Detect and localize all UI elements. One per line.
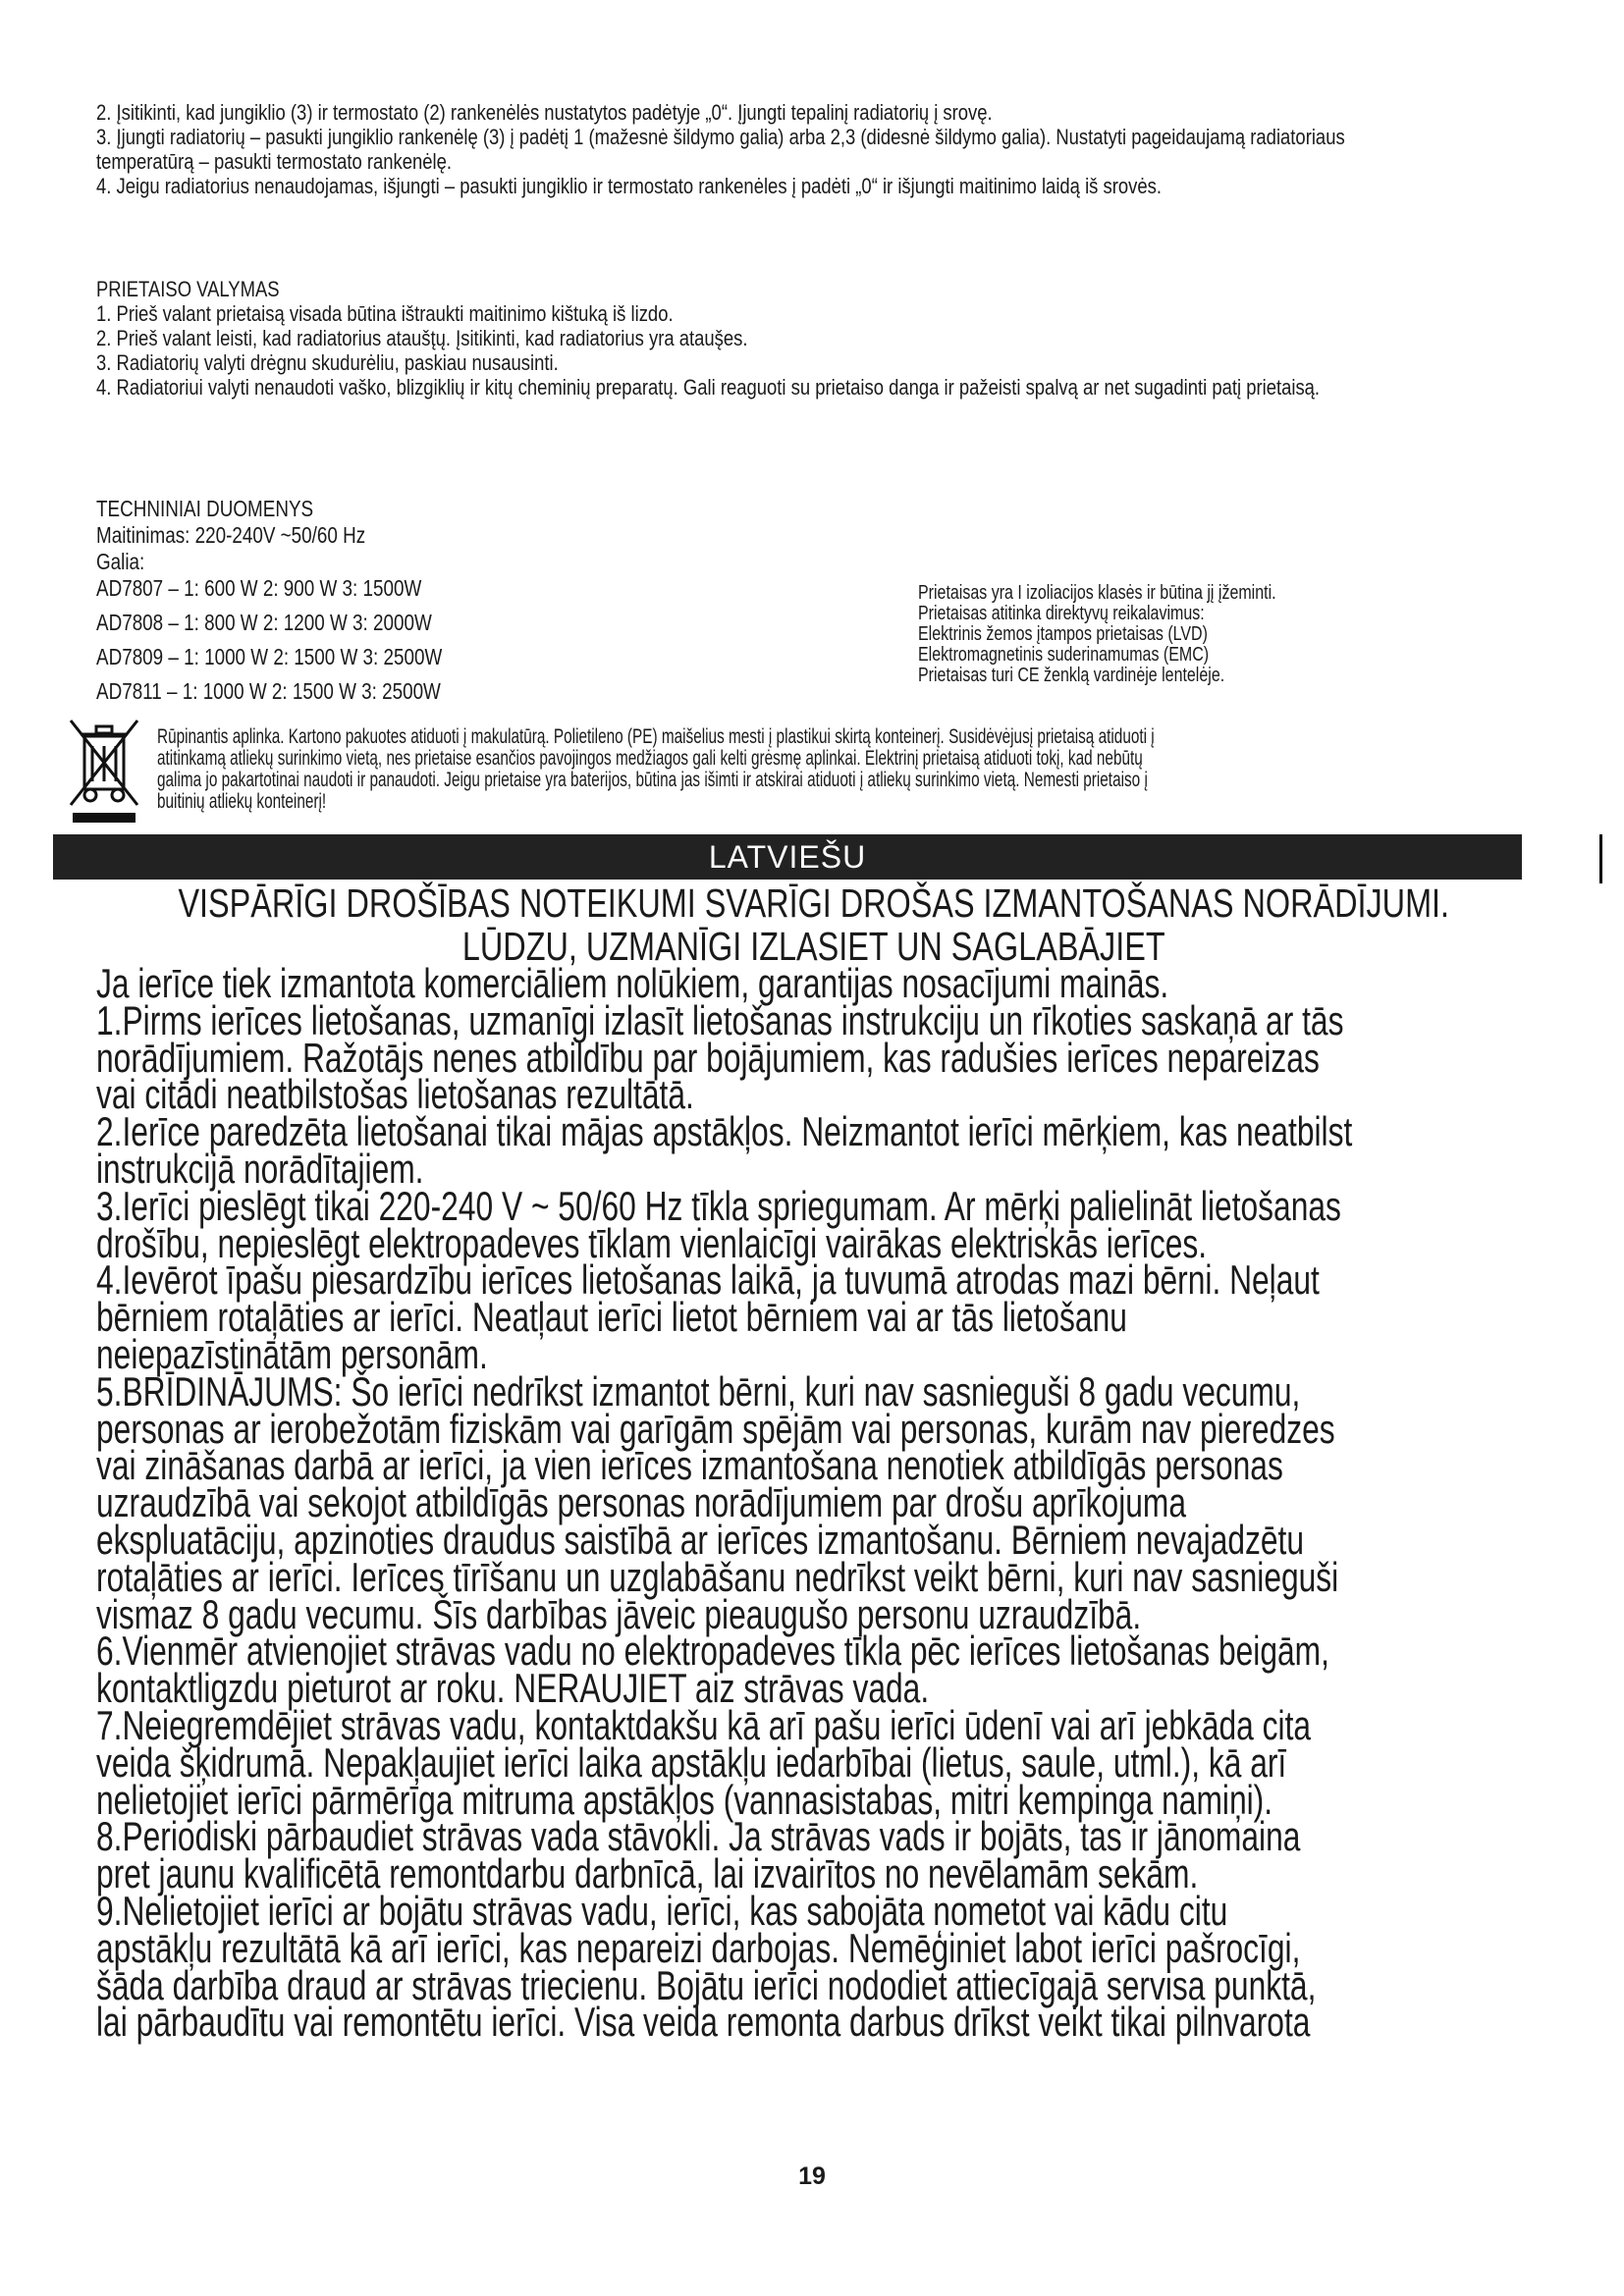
body-line: 2.Ierīce paredzēta lietošanai tikai mājas apstākļos. Neizmantot ierīci mērķiem, kas neatbilst	[96, 1108, 1353, 1155]
body-line: 8.Periodiski pārbaudiet strāvas vada stāvokli. Ja strāvas vads ir bojāts, tas ir jānomaina	[96, 1813, 1301, 1860]
compliance-line: Prietaisas yra I izoliacijos klasės ir būtina jį įžeminti.	[918, 582, 1276, 604]
body-line: drošību, nepieslēgt elektropadeves tīklam vienlaicīgi vairākas elektriskās ierīces.	[96, 1219, 1208, 1266]
operation-step: 3. Įjungti radiatorių – pasukti jungiklio rankenėlę (3) į padėtį 1 (mažesnė šildymo galia) arba 2,3 (didesnė šildymo galia). Nustatyti pageidaujamą radiatoriaus temperatūrą – pasukti termostato rankenėlę.	[96, 125, 1345, 174]
body-line: neiepazīstinātām personām.	[96, 1330, 488, 1377]
body-line: 6.Vienmēr atvienojiet strāvas vadu no elektropadeves tīkla pēc ierīces lietošanas beigām,	[96, 1628, 1329, 1675]
body-line: rotaļāties ar ierīci. Ierīces tīrīšanu un uzglabāšanu nedrīkst veikt bērni, kuri nav sasnieguši	[96, 1553, 1339, 1600]
compliance-line: Elektromagnetinis suderinamumas (EMC)	[918, 644, 1210, 666]
latvian-title	[96, 881, 1532, 968]
body-line: ekspluatāciju, apzinoties draudus saistībā ar ierīces izmantošanu. Bērniem nevajadzētu	[96, 1516, 1305, 1563]
recycling-line: buitinių atliekų konteinerį!	[157, 790, 327, 813]
margin-mark	[1599, 834, 1602, 883]
body-line: pret jaunu kvalificētā remontdarbu darbnīcā, lai izvairītos no nevēlamām sekām.	[96, 1850, 1199, 1897]
body-line: šāda darbība draud ar strāvas triecienu. Bojātu ierīci nododiet attiecīgajā servisa punktā,	[96, 1961, 1317, 2008]
body-line: 1.Pirms ierīces lietošanas, uzmanīgi izlasīt lietošanas instrukciju un rīkoties saskaņā ar tās	[96, 996, 1344, 1043]
compliance-line: Prietaisas turi CE ženklą vardinėje lentelėje.	[918, 665, 1225, 686]
body-line: norādījumiem. Ražotājs nenes atbildību par bojājumiem, kas radušies ierīces nepareizas	[96, 1034, 1320, 1081]
cleaning-item: 2. Prieš valant leisti, kad radiatorius ataušt̨ų. Įsitikinti, kad radiatorius yra atauš̨es.	[96, 326, 748, 350]
title-line: VISPĀRĪGI DROŠĪBAS NOTEIKUMI SVARĪGI DROŠAS IZMANTOŠANAS NORĀDĪJUMI.	[178, 881, 1450, 926]
latvian-safety-rules	[96, 960, 1524, 2046]
model-row: AD7807 – 1: 600 W 2: 900 W 3: 1500W	[96, 575, 422, 601]
title-line: LŪDZU, UZMANĪGI IZLASIET UN SAGLABĀJIET	[461, 924, 1165, 969]
power-supply: Maitinimas: 220-240V ~50/60 Hz	[96, 522, 366, 548]
body-line: 9.Nelietojiet ierīci ar bojātu strāvas vadu, ierīci, kas sabojāta nometot vai kādu citu	[96, 1887, 1228, 1934]
page-number: 19	[798, 2163, 826, 2190]
body-line: instrukcijā norādītajiem.	[96, 1145, 424, 1192]
body-line: bērniem rotaļāties ar ierīci. Neatļaut ierīci lietot bērniem vai ar tās lietošanu	[96, 1294, 1127, 1341]
operation-steps	[96, 100, 1360, 198]
body-line: 4.Ievērot īpašu piesardzību ierīces lietošanas laikā, ja tuvumā atrodas mazi bērni. Neļaut	[96, 1256, 1320, 1304]
recycling-line: atitinkamą atliekų surinkimo vietą, nes prietaise esančios pavojingos medžiagos gali kelti grėsmę aplinkai. Elektrinį prietaisą atiduoti tokį, kad nebūtų	[157, 747, 1143, 770]
body-line: vai citādi neatbilstošas lietošanas rezultātā.	[96, 1071, 694, 1118]
cleaning-item: 3. Radiatorių valyti drėgnu skudurėliu, paskiau nusausinti.	[96, 350, 559, 375]
body-line: 3.Ierīci pieslēgt tikai 220-240 V ~ 50/60 Hz tīkla spriegumam. Ar mērķi palielināt lietošanas	[96, 1182, 1341, 1229]
body-line: vai zināšanas darbā ar ierīci, ja vien ierīces izmantošana nenotiek atbildīgās personas	[96, 1442, 1283, 1489]
power-label: Galia:	[96, 549, 145, 574]
model-row: AD7808 – 1: 800 W 2: 1200 W 3: 2000W	[96, 610, 432, 635]
model-row: AD7809 – 1: 1000 W 2: 1500 W 3: 2500W	[96, 644, 443, 669]
compliance-notes	[918, 583, 1484, 686]
body-line: personas ar ierobežotām fiziskām vai garīgām spējām vai personas, kurām nav pieredzes	[96, 1405, 1335, 1452]
operation-step: 4. Jeigu radiatorius nenaudojamas, išjungti – pasukti jungiklio ir termostato rankenėles į padėti „0“ ir išjungti maitinimo laidą iš srovės.	[96, 174, 1162, 198]
recycling-note	[157, 726, 1534, 813]
language-banner: LATVIEŠU	[53, 834, 1522, 880]
body-line: uzraudzībā vai sekojot atbildīgās personas norādījumiem par drošu aprīkojuma	[96, 1479, 1187, 1526]
body-line: 7.Neiegremdējiet strāvas vadu, kontaktdakšu kā arī pašu ierīci ūdenī vai arī jebkāda cita	[96, 1701, 1312, 1748]
body-line: lai pārbaudītu vai remontētu ierīci. Visa veida remonta darbus drīkst veikt tikai pilnvarota	[96, 1999, 1311, 2046]
cleaning-section	[96, 277, 1360, 400]
body-line: vismaz 8 gadu vecumu. Šīs darbības jāveic pieaugušo personu uzraudzībā.	[96, 1590, 1142, 1637]
cleaning-item: 1. Prieš valant prietaisą visada būtina ištraukti maitinimo kištuką iš lizdo.	[96, 301, 674, 326]
cleaning-item: 4. Radiatoriui valyti nenaudoti vaško, blizgiklių ir kitų cheminių preparatų. Gali reaguoti su prietaiso danga ir pažeisti spalvą ar net sugadinti patį prietaisą.	[96, 375, 1321, 400]
tech-heading: TECHNINIAI DUOMENYS	[96, 496, 314, 521]
body-line: kontaktligzdu pieturot ar roku. NERAUJIET aiz strāvas vada.	[96, 1665, 930, 1712]
body-line: apstākļu rezultātā kā arī ierīci, kas nepareizi darbojas. Nemēģiniet labot ierīci pašrocīgi,	[96, 1924, 1301, 1971]
cleaning-heading: PRIETAISO VALYMAS	[96, 277, 280, 301]
crossed-out-wheelie-bin-icon	[67, 717, 141, 827]
recycling-line: galima jo pakartotinai naudoti ir panaudoti. Jeigu prietaise yra baterijos, būtina jas išimti ir atskirai atiduoti į atliekų surinkimo vietą. Nemesti prietaiso į	[157, 769, 1148, 791]
body-line: Ja ierīce tiek izmantota komerciāliem nolūkiem, garantijas nosacījumi mainās.	[96, 960, 1169, 1006]
body-line: 5.BRĪDINĀJUMS: Šo ierīci nedrīkst izmantot bērni, kuri nav sasnieguši 8 gadu vecumu,	[96, 1367, 1301, 1415]
recycling-line: Rūpinantis aplinka. Kartono pakuotes atiduoti į makulatūrą. Polietileno (PE) maišelius mesti į plastikui skirtą konteinerį. Susidėvėjusį prietaisą atiduoti į	[157, 725, 1155, 748]
compliance-line: Prietaisas atitinka direktyvų reikalavimus:	[918, 603, 1205, 624]
body-line: nelietojiet ierīci pārmērīga mitruma apstākļos (vannasistabas, mitri kempinga namiņi).	[96, 1776, 1273, 1823]
operation-step: 2. Įsitikinti, kad jungiklio (3) ir termostato (2) rankenėlės nustatytos padėtyje „0“. Įjungti tepalinį radiatorių į srovę.	[96, 100, 993, 125]
body-line: veida šķidrumā. Nepakļaujiet ierīci laika apstākļu iedarbībai (lietus, saule, utml.), kā arī	[96, 1738, 1287, 1786]
model-row: AD7811 – 1: 1000 W 2: 1500 W 3: 2500W	[96, 678, 441, 704]
compliance-line: Elektrinis žemos įtampos prietaisas (LVD)	[918, 623, 1208, 645]
